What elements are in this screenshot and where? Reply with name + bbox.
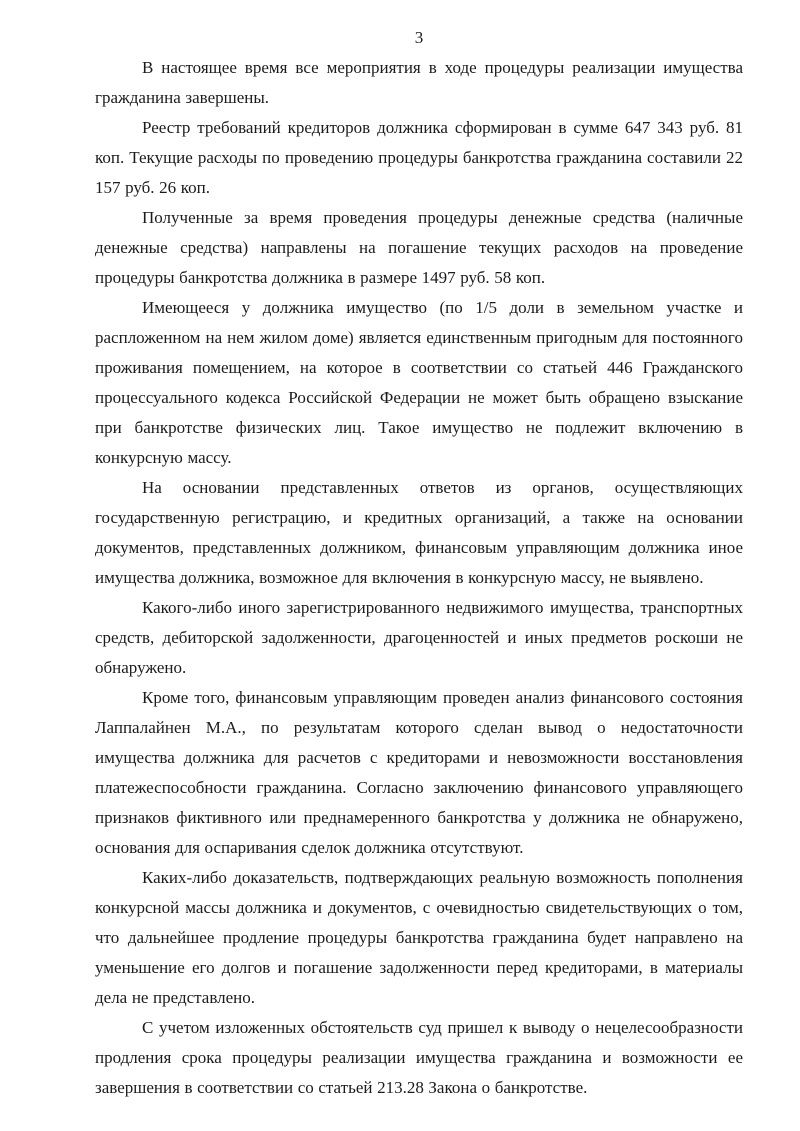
- paragraph: Каких-либо доказательств, подтверждающих реальную возможность пополнения конкурсной массы должника и документов, с очевидностью свидетельствующих о том, что дальнейшее продление процедуры банкротства гражданина будет направлено на уменьшение его долгов и погашение задолженности перед кредиторами, в материалы дела не представлено.: [95, 868, 743, 1007]
- paragraph: В настоящее время все мероприятия в ходе процедуры реализации имущества гражданина завершены.: [95, 58, 743, 107]
- paragraph: С учетом изложенных обстоятельств суд пришел к выводу о нецелесообразности продления срока процедуры реализации имущества гражданина и возможности ее завершения в соответствии со статьей 213.28 Закона о банкротстве.: [95, 1018, 743, 1097]
- paragraph: Кроме того, финансовым управляющим проведен анализ финансового состояния Лаппалайнен М.А., по результатам которого сделан вывод о недостаточности имущества должника для расчетов с кредиторами и невозможности восстановления платежеспособности гражданина. Согласно заключению финансового управляющего признаков фиктивного или преднамеренного банкротства у должника не обнаружено, основания для оспаривания сделок должника отсутствуют.: [95, 688, 743, 857]
- page-number: 3: [414, 28, 424, 47]
- document-body: [95, 53, 743, 1103]
- paragraph: Имеющееся у должника имущество (по 1/5 доли в земельном участке и распложенном на нем жилом доме) является единственным пригодным для постоянного проживания помещением, на которое в соответствии со статьей 446 Гражданского процессуального кодекса Российской Федерации не может быть обращено взыскание при банкротстве физических лиц. Такое имущество не подлежит включению в конкурсную массу.: [95, 298, 743, 467]
- paragraph: Какого-либо иного зарегистрированного недвижимого имущества, транспортных средств, дебиторской задолженности, драгоценностей и иных предметов роскоши не обнаружено.: [95, 598, 743, 677]
- paragraph: Полученные за время проведения процедуры денежные средства (наличные денежные средства) направлены на погашение текущих расходов на проведение процедуры банкротства должника в размере 1497 руб. 58 коп.: [95, 208, 743, 287]
- paragraph: На основании представленных ответов из органов, осуществляющих государственную регистрацию, и кредитных организаций, а также на основании документов, представленных должником, финансовым управляющим должника иное имущества должника, возможное для включения в конкурсную массу, не выявлено.: [95, 478, 743, 587]
- paragraph: Реестр требований кредиторов должника сформирован в сумме 647 343 руб. 81 коп. Текущие расходы по проведению процедуры банкротства гражданина составили 22 157 руб. 26 коп.: [95, 118, 743, 197]
